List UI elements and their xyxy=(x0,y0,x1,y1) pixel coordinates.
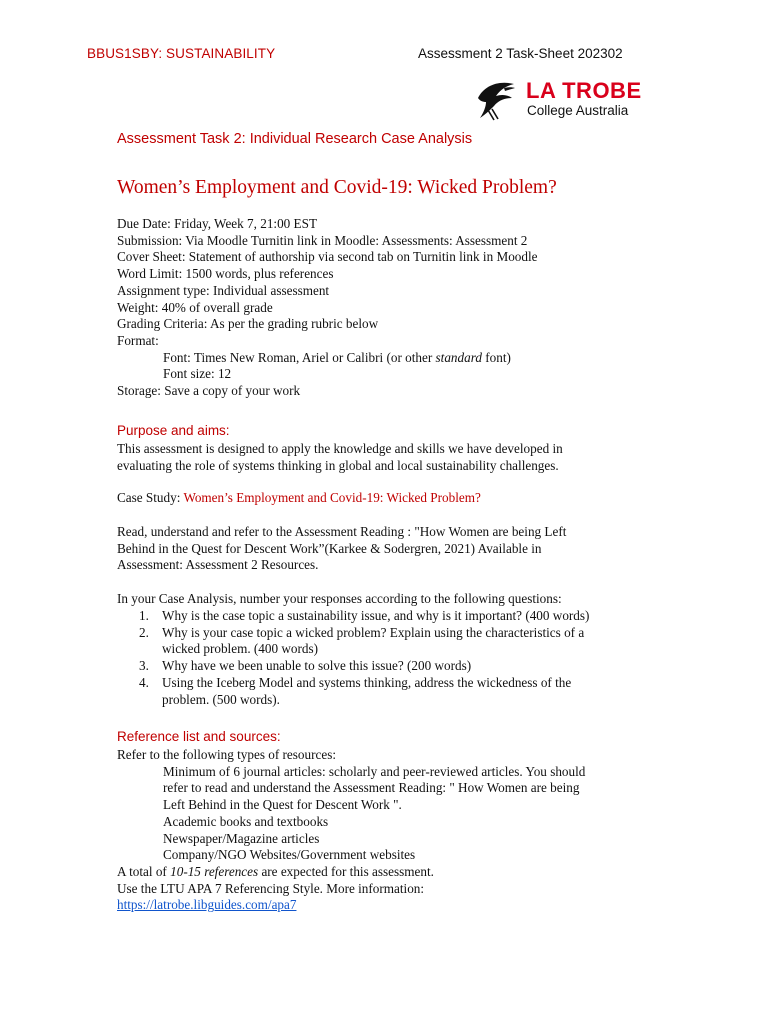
question-item xyxy=(117,625,657,658)
reference-journals: Minimum of 6 journal articles: scholarly and peer-reviewed articles. You should refer to read and understand the Assessment Reading: " How Women are being Left Behind in the Quest for Descent Work ". xyxy=(163,763,586,813)
references-block xyxy=(117,747,677,914)
question-text: Using the Iceberg Model and systems thinking, address the wickedness of the xyxy=(162,674,572,690)
purpose-heading: Purpose and aims: xyxy=(117,423,230,438)
questions-intro: In your Case Analysis, number your responses according to the following questions: xyxy=(117,591,562,606)
question-item xyxy=(117,658,657,675)
question-text: Why is your case topic a wicked problem? Explain using the characteristics of a xyxy=(162,624,585,640)
questions-list xyxy=(117,608,657,708)
page-title: Women’s Employment and Covid-19: Wicked Problem? xyxy=(117,177,557,198)
apa-guide-link[interactable]: https://latrobe.libguides.com/apa7 xyxy=(117,897,297,913)
question-number: 1. xyxy=(139,608,149,623)
question-text: problem. (500 words). xyxy=(162,691,280,707)
grading-criteria: Grading Criteria: As per the grading rubric below xyxy=(117,316,379,332)
reference-websites: Company/NGO Websites/Government websites xyxy=(163,847,416,863)
question-text: wicked problem. (400 words) xyxy=(162,641,319,657)
logo-title: LA TROBE xyxy=(526,78,642,103)
reference-books: Academic books and textbooks xyxy=(163,813,329,829)
logo-subtitle: College Australia xyxy=(527,103,629,118)
storage: Storage: Save a copy of your work xyxy=(117,383,301,399)
task-heading: Assessment Task 2: Individual Research Case Analysis xyxy=(117,131,473,147)
question-number: 2. xyxy=(139,624,149,640)
course-code: BBUS1SBY: SUSTAINABILITY xyxy=(87,46,276,61)
references-intro: Refer to the following types of resources: xyxy=(117,747,336,762)
references-total: A total of 10-15 references are expected for this assessment. xyxy=(117,863,434,879)
weight: Weight: 40% of overall grade xyxy=(117,299,273,315)
due-date: Due Date: Friday, Week 7, 21:00 EST xyxy=(117,216,318,231)
font-requirement: Font: Times New Roman, Ariel or Calibri (or other standard font) xyxy=(163,349,511,365)
format-label: Format: xyxy=(117,332,159,348)
font-size: Font size: 12 xyxy=(163,366,232,382)
case-study-title: Women’s Employment and Covid-19: Wicked Problem? xyxy=(183,490,481,505)
question-number: 4. xyxy=(139,674,149,690)
reference-news: Newspaper/Magazine articles xyxy=(163,830,320,846)
question-text: Why have we been unable to solve this issue? (200 words) xyxy=(162,658,472,674)
purpose-text: This assessment is designed to apply the knowledge and skills we have developed in evaluating the role of systems thinking in global and local sustainability challenges. xyxy=(117,441,563,473)
word-limit: Word Limit: 1500 words, plus references xyxy=(117,266,334,282)
references-heading: Reference list and sources: xyxy=(117,729,281,744)
assignment-type: Assignment type: Individual assessment xyxy=(117,282,330,298)
reading-text: Read, understand and refer to the Assessment Reading : "How Women are being Left Behind in the Quest for Descent Work”(Karkee & Sodergren, 2021) Available in Assessment: Assessment 2 Resources. xyxy=(117,524,567,573)
question-item xyxy=(117,608,657,625)
task-sheet-label: Assessment 2 Task-Sheet 202302 xyxy=(418,46,623,61)
question-item xyxy=(117,675,657,708)
cover-sheet: Cover Sheet: Statement of authorship via second tab on Turnitin link in Moodle xyxy=(117,249,538,265)
bird-logo-icon xyxy=(474,78,522,122)
la-trobe-logo xyxy=(474,78,664,122)
assessment-details xyxy=(117,216,538,400)
submission: Submission: Via Moodle Turnitin link in Moodle: Assessments: Assessment 2 xyxy=(117,232,528,248)
case-study: Case Study: Women’s Employment and Covid-19: Wicked Problem? xyxy=(117,490,481,505)
question-number: 3. xyxy=(139,658,149,674)
question-text: Why is the case topic a sustainability issue, and why is it important? (400 words) xyxy=(162,608,590,623)
apa-note: Use the LTU APA 7 Referencing Style. More information: xyxy=(117,880,425,896)
